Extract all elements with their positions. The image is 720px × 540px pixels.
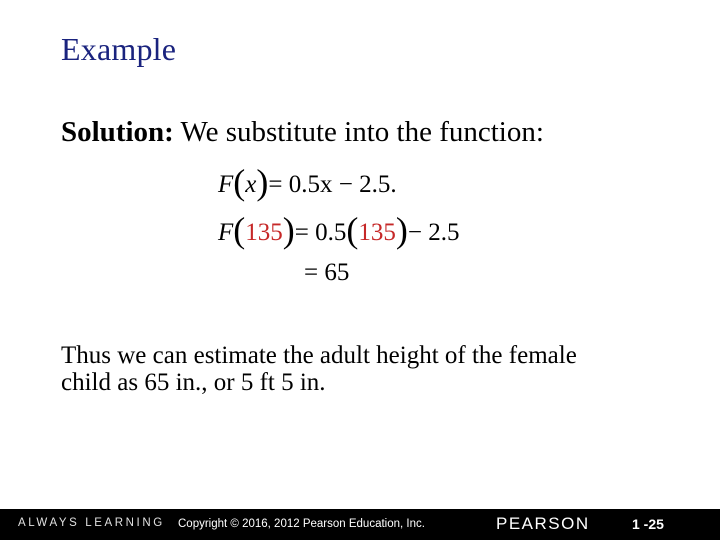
conclusion-sentence: Thus we can estimate the adult height of the female child as 65 in., or 5 ft 5 in.	[61, 342, 577, 396]
equation-rhs-1: = 0.5x − 2.5.	[268, 171, 397, 198]
variable-x: x	[245, 171, 257, 198]
equation-rhs-2-suffix: − 2.5	[407, 219, 460, 246]
equation-line-1: F(x)= 0.5x − 2.5.	[218, 162, 397, 202]
conclusion-text	[61, 343, 581, 396]
function-symbol-2: F	[218, 219, 234, 246]
input-value: 135	[245, 219, 283, 246]
equation-result: = 65	[304, 259, 350, 286]
footer-copyright: Copyright © 2016, 2012 Pearson Education, Inc.	[178, 518, 425, 530]
equation-line-2: F(135)= 0.5(135)− 2.5	[218, 210, 460, 250]
footer-tagline: ALWAYS LEARNING	[18, 517, 165, 529]
function-symbol: F	[218, 171, 234, 198]
input-value-2: 135	[358, 219, 396, 246]
equation-rhs-2-prefix: = 0.5	[294, 219, 347, 246]
solution-line	[61, 117, 544, 149]
page-number: 1 -25	[632, 516, 664, 532]
slide-title: Example	[61, 31, 177, 67]
solution-text: We substitute into the function:	[173, 116, 544, 148]
footer-bar	[0, 509, 720, 540]
solution-label: Solution:	[61, 116, 174, 148]
publisher-logo: PEARSON	[496, 514, 590, 533]
